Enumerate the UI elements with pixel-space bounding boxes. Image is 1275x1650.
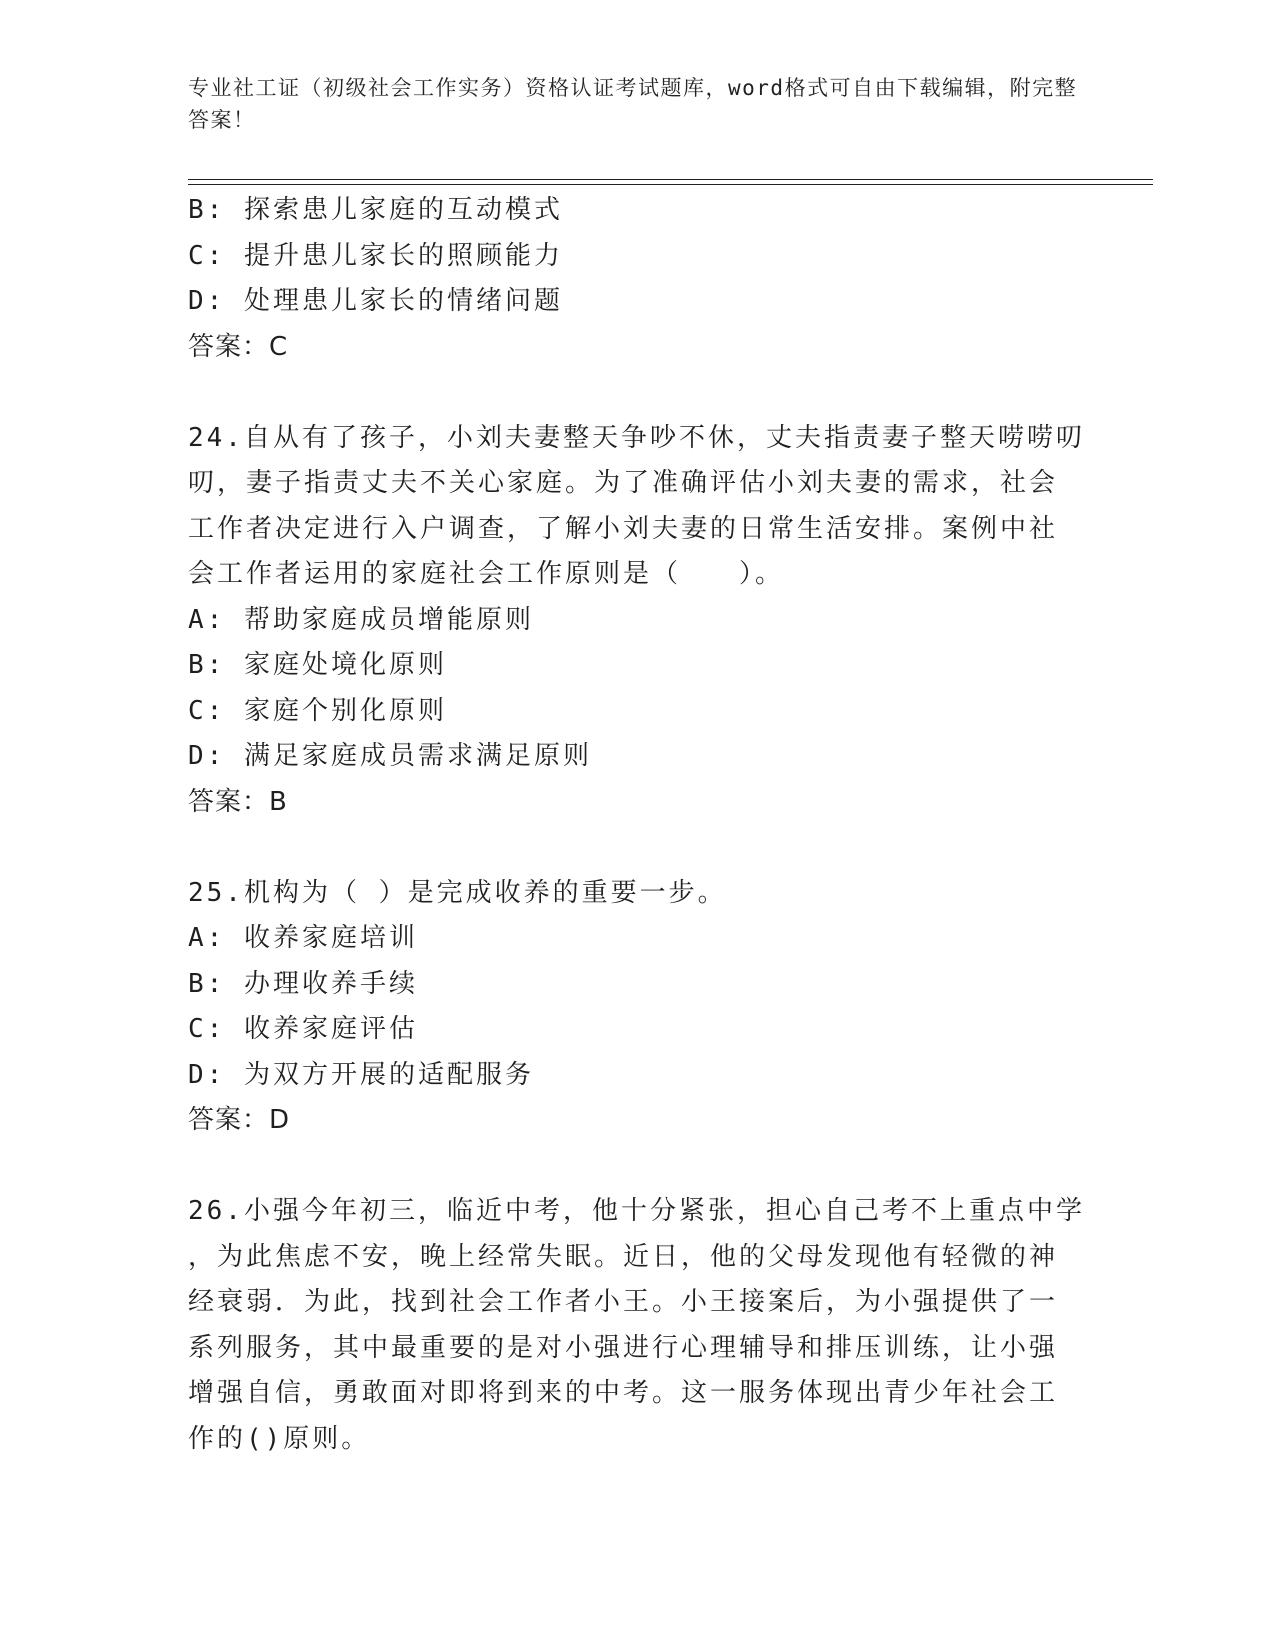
option-b: B: 家庭处境化原则 bbox=[188, 650, 447, 680]
question-stem-line: ，为此焦虑不安，晚上经常失眠。近日，他的父母发现他有轻微的神 bbox=[188, 1241, 1059, 1272]
option-a: A: 帮助家庭成员增能原则 bbox=[188, 604, 534, 635]
prev-question-block bbox=[188, 188, 1088, 370]
question-stem-line: 工作者决定进行入户调查，了解小刘夫妻的日常生活安排。案例中社 bbox=[188, 513, 1059, 544]
option-b: B: 探索患儿家庭的互动模式 bbox=[188, 195, 563, 225]
option-c: C: 收养家庭评估 bbox=[188, 1014, 418, 1044]
question-stem-line: 经衰弱．为此，找到社会工作者小王。小王接案后，为小强提供了一 bbox=[188, 1287, 1059, 1317]
option-d: D: 满足家庭成员需求满足原则 bbox=[188, 741, 592, 771]
question-stem-line: 作的()原则。 bbox=[188, 1423, 371, 1454]
question-stem-line: 会工作者运用的家庭社会工作原则是（ ）。 bbox=[188, 559, 785, 589]
option-c: C: 家庭个别化原则 bbox=[188, 695, 447, 726]
question-stem-line: 叨，妻子指责丈夫不关心家庭。为了准确评估小刘夫妻的需求，社会 bbox=[188, 468, 1059, 498]
question-25 bbox=[188, 871, 1088, 1144]
option-d: D: 处理患儿家长的情绪问题 bbox=[188, 286, 563, 316]
spacer bbox=[188, 370, 1088, 416]
answer-line: 答案：B bbox=[188, 786, 288, 817]
question-stem-line: 增强自信，勇敢面对即将到来的中考。这一服务体现出青少年社会工 bbox=[188, 1378, 1059, 1408]
header-divider bbox=[188, 179, 1153, 185]
option-d: D: 为双方开展的适配服务 bbox=[188, 1059, 534, 1090]
question-stem-line: 24.自从有了孩子，小刘夫妻整天争吵不休，丈夫指责妻子整天唠唠叨 bbox=[188, 422, 1085, 453]
document-header bbox=[188, 72, 1088, 136]
question-stem-line: 26.小强今年初三，临近中考，他十分紧张，担心自己考不上重点中学 bbox=[188, 1196, 1085, 1226]
answer-line: 答案：C bbox=[188, 331, 289, 362]
question-24 bbox=[188, 416, 1088, 826]
option-a: A: 收养家庭培训 bbox=[188, 923, 418, 953]
spacer bbox=[188, 1144, 1088, 1190]
answer-line: 答案：D bbox=[188, 1105, 291, 1135]
option-c: C: 提升患儿家长的照顾能力 bbox=[188, 240, 563, 271]
question-26 bbox=[188, 1189, 1088, 1462]
question-stem-line: 系列服务，其中最重要的是对小强进行心理辅导和排压训练，让小强 bbox=[188, 1332, 1059, 1363]
option-b: B: 办理收养手续 bbox=[188, 968, 418, 999]
question-stem-line: 25.机构为（ ）是完成收养的重要一步。 bbox=[188, 877, 727, 908]
header-title: 专业社工证（初级社会工作实务）资格认证考试题库，word格式可自由下载编辑，附完整答案！ bbox=[188, 76, 1078, 132]
spacer bbox=[188, 825, 1088, 871]
question-content bbox=[188, 188, 1088, 1462]
